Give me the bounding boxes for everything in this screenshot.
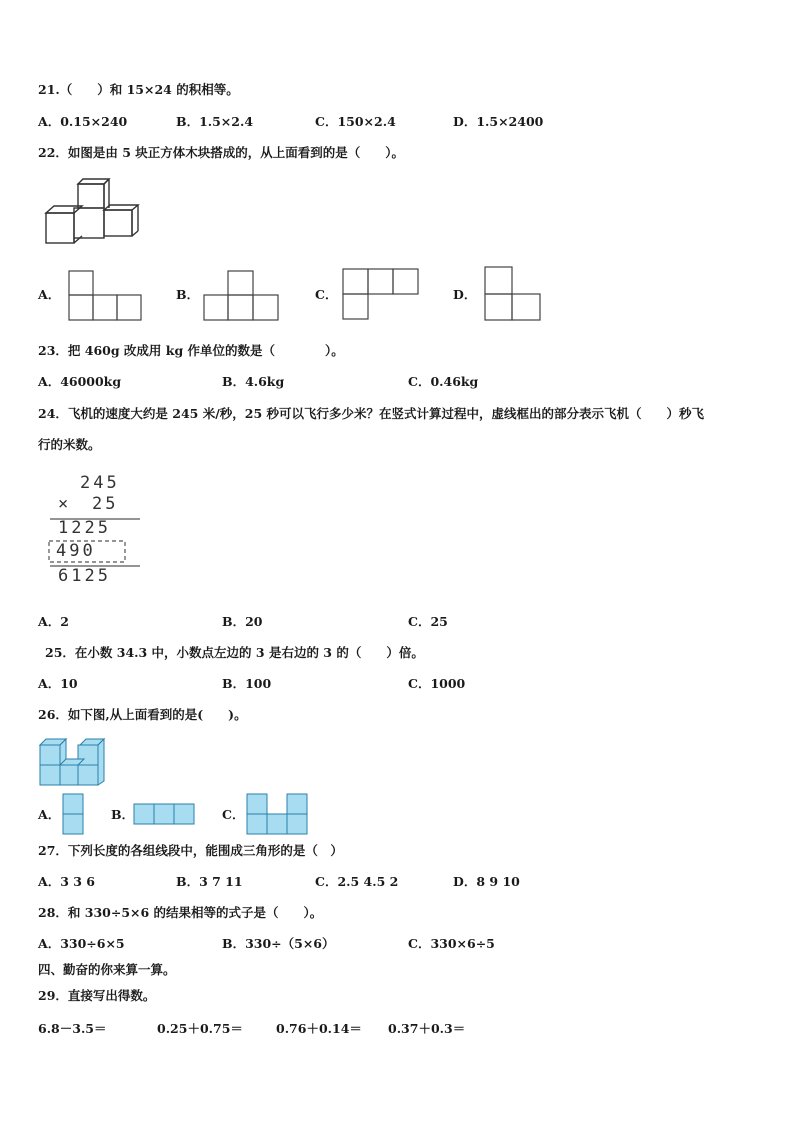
q23-option-b: B．4.6kg xyxy=(222,374,285,389)
vertical-multiplier: 25 xyxy=(92,494,119,514)
vertical-multiply-sign: × xyxy=(58,494,72,514)
q26-option-c: C． xyxy=(222,807,245,822)
q24-text-line2: 行的米数。 xyxy=(38,437,101,452)
q25-option-a: A．10 xyxy=(38,676,78,691)
q26-option-a: A． xyxy=(38,807,61,822)
q22-option-b-figure xyxy=(203,270,279,322)
q23-option-c: C．0.46kg xyxy=(408,374,479,389)
q26-option-a-figure xyxy=(62,793,84,835)
vertical-result: 6125 xyxy=(58,566,111,586)
q27-option-b: B．3 7 11 xyxy=(176,874,243,889)
q22-option-a: A． xyxy=(38,287,61,302)
q22-cube-figure xyxy=(40,178,140,246)
q21-option-c: C．150×2.4 xyxy=(315,114,396,129)
q25-text: 25．在小数 34.3 中，小数点左边的 3 是右边的 3 的（ ）倍。 xyxy=(45,645,424,660)
q24-option-a: A．2 xyxy=(38,614,69,629)
q26-option-c-figure xyxy=(246,793,308,835)
q22-option-d: D． xyxy=(453,287,477,302)
q29-calc-2: 0.25＋0.75＝ xyxy=(157,1021,243,1036)
q28-text: 28．和 330÷5×6 的结果相等的式子是（ ）。 xyxy=(38,905,323,920)
section-4-title: 四、勤奋的你来算一算。 xyxy=(38,962,176,977)
q29-calc-3: 0.76＋0.14＝ xyxy=(276,1021,362,1036)
q21-text: 21.（ ）和 15×24 的积相等。 xyxy=(38,82,239,97)
q23-text: 23．把 460g 改成用 kg 作单位的数是（ ）。 xyxy=(38,343,344,358)
q27-option-d: D．8 9 10 xyxy=(453,874,520,889)
q29-calc-1: 6.8－3.5＝ xyxy=(38,1021,107,1036)
q23-option-a: A．46000kg xyxy=(38,374,122,389)
q22-option-c-figure xyxy=(342,268,420,322)
q22-option-b: B． xyxy=(176,287,200,302)
q22-option-c: C． xyxy=(315,287,338,302)
q22-option-d-figure xyxy=(484,266,542,322)
q22-option-a-figure xyxy=(68,270,142,322)
q21-option-d: D．1.5×2400 xyxy=(453,114,544,129)
q27-text: 27．下列长度的各组线段中，能围成三角形的是（ ） xyxy=(38,843,343,858)
vertical-partial-product-1: 1225 xyxy=(58,518,111,538)
q26-option-b: B． xyxy=(111,807,135,822)
q26-option-b-figure xyxy=(133,803,195,825)
q28-option-a: A．330÷6×5 xyxy=(38,936,125,951)
q27-option-a: A．3 3 6 xyxy=(38,874,95,889)
vertical-partial-product-2: 490 xyxy=(56,541,96,561)
q29-calc-4: 0.37＋0.3＝ xyxy=(388,1021,466,1036)
q26-text: 26．如下图,从上面看到的是( )。 xyxy=(38,707,247,722)
q25-option-c: C．1000 xyxy=(408,676,466,691)
q28-option-b: B．330÷（5×6） xyxy=(222,936,335,951)
q21-option-a: A．0.15×240 xyxy=(38,114,128,129)
q26-cube-figure xyxy=(38,737,106,787)
q24-text-line1: 24．飞机的速度大约是 245 米/秒，25 秒可以飞行多少米？在竖式计算过程中，虚线框出的部分表示飞机（ ）秒飞 xyxy=(38,406,705,421)
q27-option-c: C．2.5 4.5 2 xyxy=(315,874,399,889)
q22-text: 22．如图是由 5 块正方体木块搭成的，从上面看到的是（ ）。 xyxy=(38,145,405,160)
q24-option-b: B．20 xyxy=(222,614,263,629)
q28-option-c: C．330×6÷5 xyxy=(408,936,495,951)
q24-option-c: C．25 xyxy=(408,614,448,629)
q29-text: 29．直接写出得数。 xyxy=(38,988,156,1003)
vertical-multiplicand: 245 xyxy=(80,473,120,493)
q25-option-b: B．100 xyxy=(222,676,272,691)
q21-option-b: B．1.5×2.4 xyxy=(176,114,254,129)
